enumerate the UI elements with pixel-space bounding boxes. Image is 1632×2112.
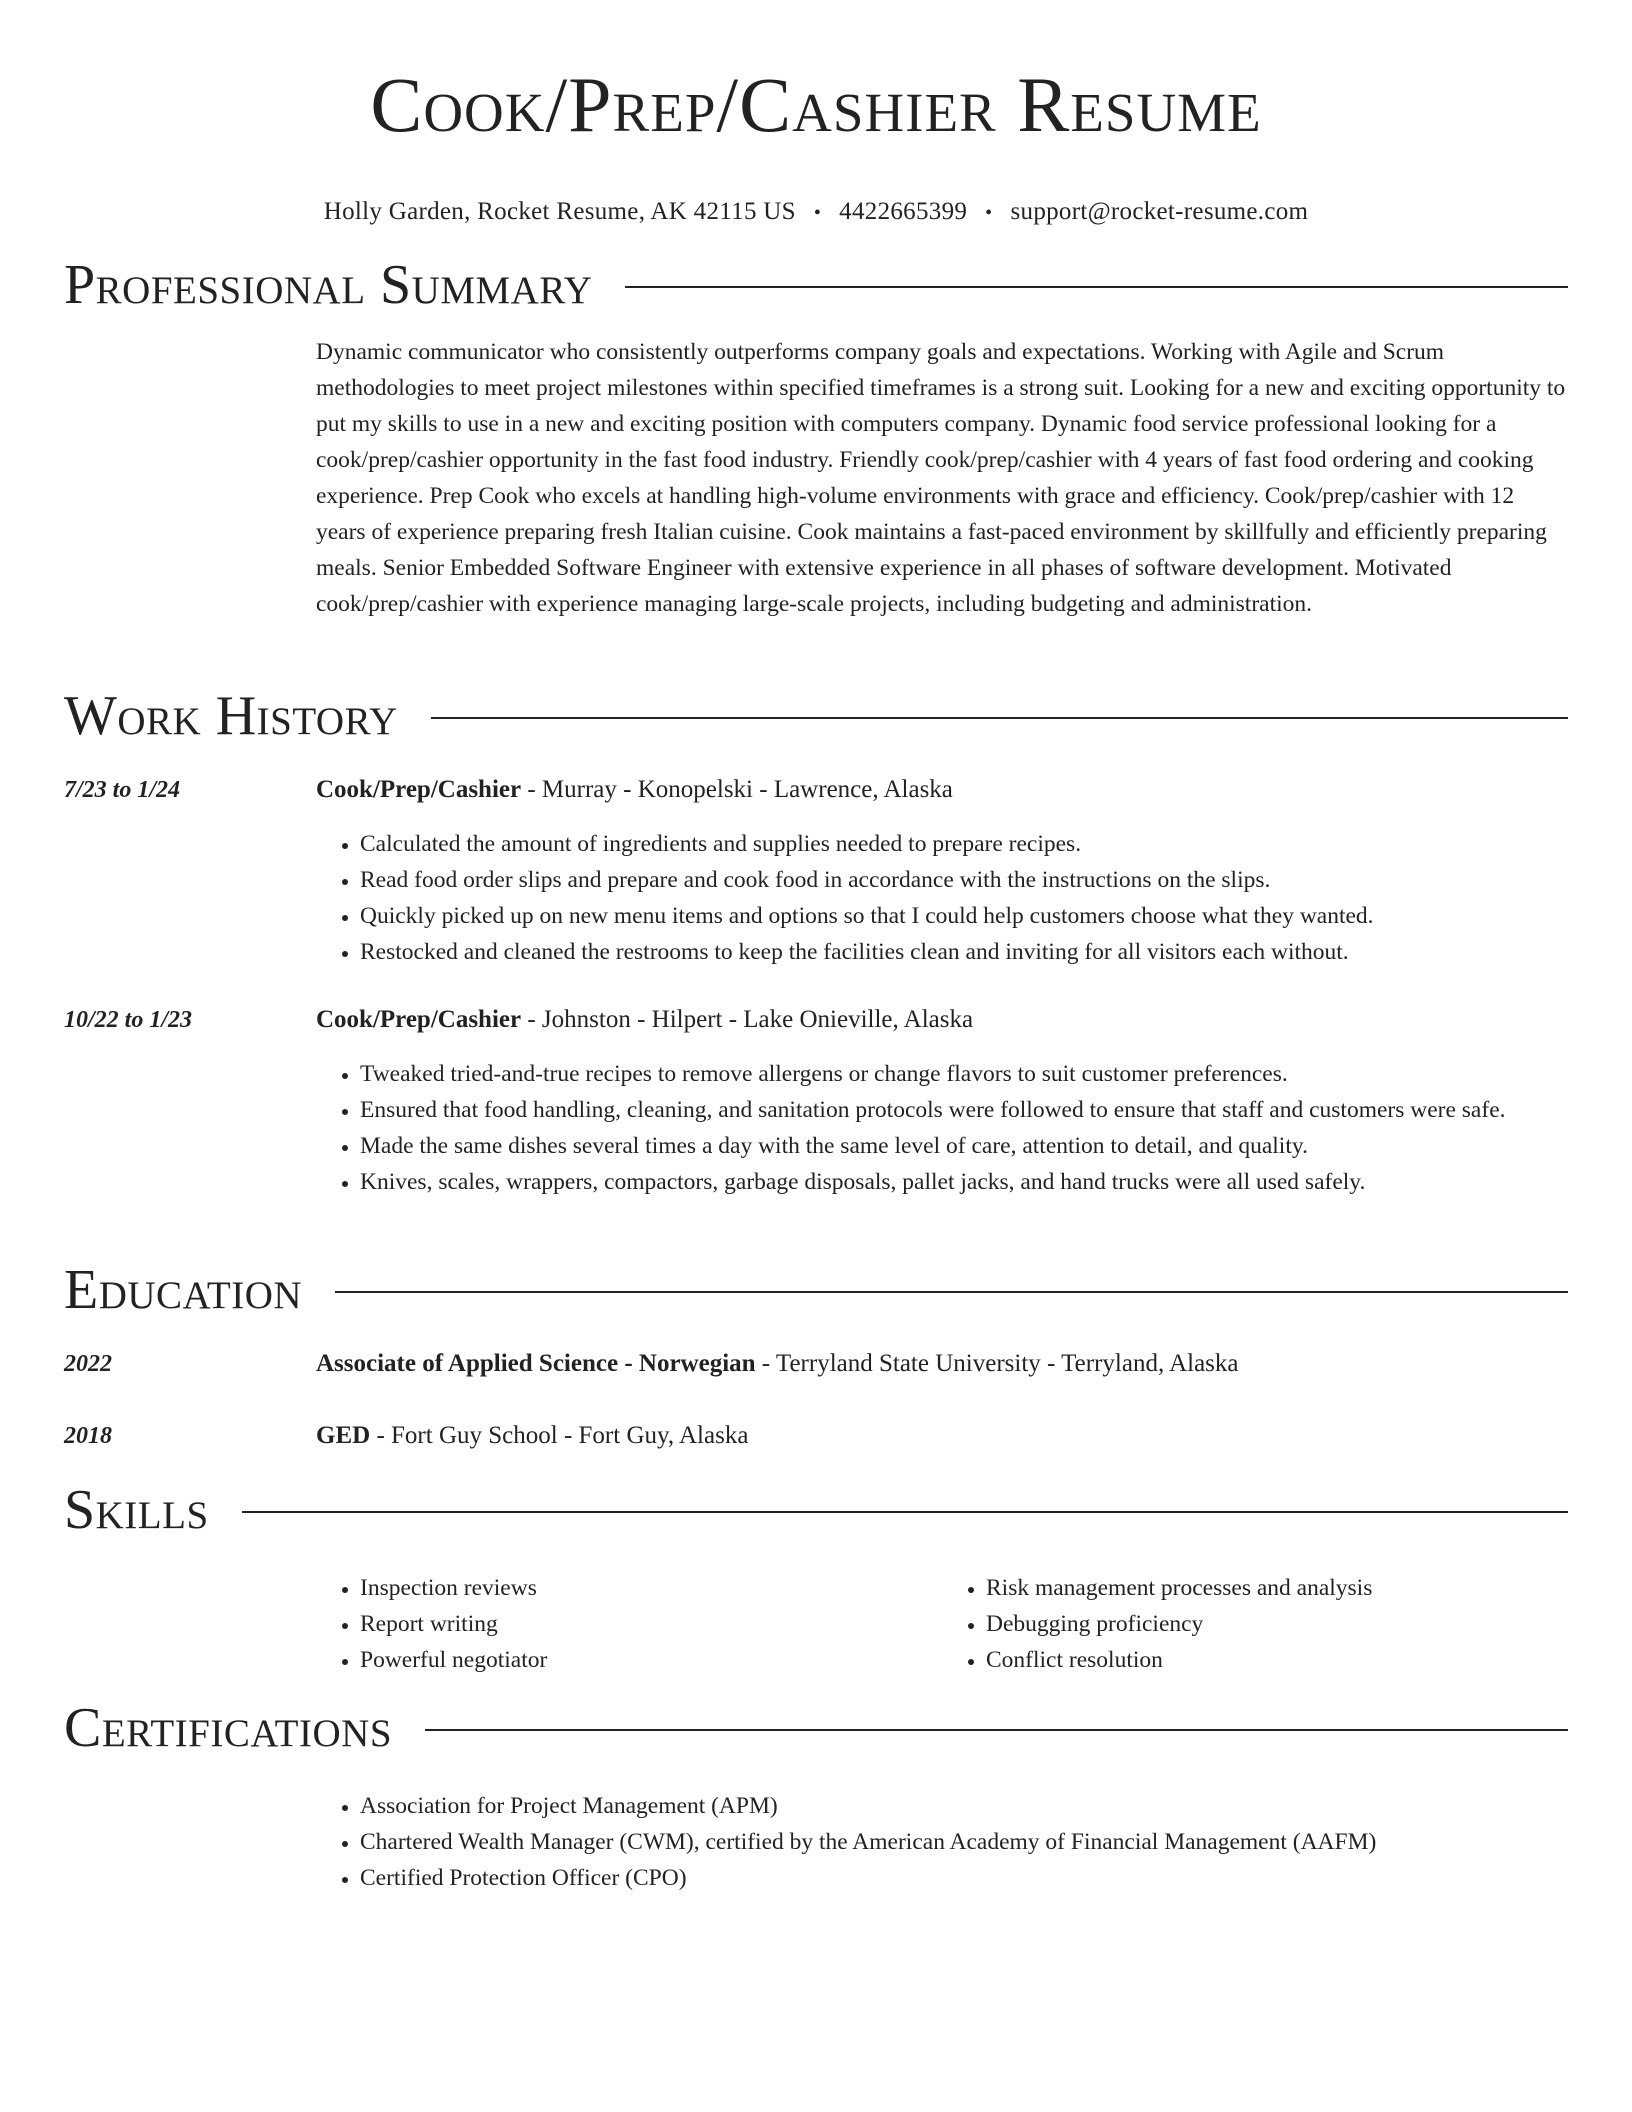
summary-section-header bbox=[64, 255, 1568, 315]
contact-separator: • bbox=[985, 202, 993, 224]
skills-section-header bbox=[64, 1480, 1568, 1540]
education-section-header bbox=[64, 1260, 1568, 1320]
list-item: • Knives, scales, wrappers, compactors, garbage disposals, pallet jacks, and hand trucks were all used safely. bbox=[360, 1164, 1568, 1200]
skills-column-right bbox=[942, 1570, 1568, 1678]
list-item: • Calculated the amount of ingredients and supplies needed to prepare recipes. bbox=[360, 826, 1568, 862]
resume-title: Cook/Prep/Cashier Resume bbox=[370, 61, 1262, 148]
summary-text: Dynamic communicator who consistently outperforms company goals and expectations. Working with Agile and Scrum methodologies to meet project milestones within specified timeframes is a strong suit. Looking for a new and exciting opportunity to put my skills to use in a new and exciting position with computers company. Dynamic food service professional looking for a cook/prep/cashier opportunity in the fast food industry. Friendly cook/prep/cashier with 4 years of fast food ordering and cooking experience. Prep Cook who excels at handling high-volume environments with grace and efficiency. Cook/prep/cashier with 12 years of experience preparing fresh Italian cuisine. Cook maintains a fast-paced environment by skillfully and efficiently preparing meals. Senior Embedded Software Engineer with extensive experience in all phases of software development. Motivated cook/prep/cashier with experience managing large-scale projects, including budgeting and administration. bbox=[316, 339, 1566, 617]
list-item: • Certified Protection Officer (CPO) bbox=[360, 1860, 1568, 1896]
certifications-bullets bbox=[316, 1788, 1568, 1896]
section-divider bbox=[625, 286, 1568, 288]
education-year: 2018 bbox=[64, 1423, 112, 1449]
contact-address: Holly Garden, Rocket Resume, AK 42115 US bbox=[323, 198, 796, 225]
job-entry bbox=[316, 772, 1568, 970]
job-title: Cook/Prep/Cashier bbox=[316, 1006, 522, 1033]
skills-column-left bbox=[316, 1570, 942, 1678]
certifications-section-header bbox=[64, 1698, 1568, 1758]
job-bullets bbox=[316, 826, 1568, 970]
job-entry bbox=[316, 1002, 1568, 1200]
skills-heading: Skills bbox=[64, 1479, 209, 1541]
job-dates: 10/22 to 1/23 bbox=[64, 1007, 193, 1033]
education-entry bbox=[316, 1346, 1568, 1382]
list-item: • Ensured that food handling, cleaning, and sanitation protocols were followed to ensure that staff and customers were safe. bbox=[360, 1092, 1568, 1128]
list-item: • Powerful negotiator bbox=[360, 1642, 942, 1678]
list-item: • Association for Project Management (APM) bbox=[360, 1788, 1568, 1824]
contact-phone: 4422665399 bbox=[839, 198, 968, 225]
list-item: • Made the same dishes several times a day with the same level of care, attention to detail, and quality. bbox=[360, 1128, 1568, 1164]
contact-line bbox=[0, 196, 1632, 229]
section-divider bbox=[242, 1511, 1568, 1513]
job-details: - Johnston - Hilpert - Lake Onieville, Alaska bbox=[521, 1006, 974, 1033]
section-divider bbox=[425, 1729, 1568, 1731]
section-divider bbox=[335, 1291, 1568, 1293]
contact-separator: • bbox=[813, 202, 822, 224]
contact-email: support@rocket-resume.com bbox=[1010, 198, 1309, 225]
education-entry bbox=[316, 1418, 1568, 1454]
list-item: • Debugging proficiency bbox=[986, 1606, 1568, 1642]
list-item: • Conflict resolution bbox=[986, 1642, 1568, 1678]
work-section-header bbox=[64, 686, 1568, 746]
job-dates: 7/23 to 1/24 bbox=[64, 777, 181, 803]
education-degree: Associate of Applied Science - Norwegian bbox=[316, 1350, 756, 1377]
list-item: • Restocked and cleaned the restrooms to keep the facilities clean and inviting for all visitors each without. bbox=[360, 934, 1568, 970]
list-item: • Risk management processes and analysis bbox=[986, 1570, 1568, 1606]
list-item: • Chartered Wealth Manager (CWM), certified by the American Academy of Financial Management (AAFM) bbox=[360, 1824, 1568, 1860]
section-divider bbox=[431, 717, 1568, 719]
job-heading bbox=[316, 772, 1568, 808]
job-heading bbox=[316, 1002, 1568, 1038]
education-details: - Fort Guy School - Fort Guy, Alaska bbox=[370, 1422, 749, 1449]
education-degree: GED bbox=[316, 1422, 371, 1449]
education-heading: Education bbox=[64, 1259, 303, 1321]
certifications-heading: Certifications bbox=[64, 1697, 393, 1759]
job-title: Cook/Prep/Cashier bbox=[316, 776, 522, 803]
job-bullets bbox=[316, 1056, 1568, 1200]
list-item: • Read food order slips and prepare and cook food in accordance with the instructions on the slips. bbox=[360, 862, 1568, 898]
list-item: • Quickly picked up on new menu items and options so that I could help customers choose what they wanted. bbox=[360, 898, 1568, 934]
certifications-list bbox=[316, 1788, 1568, 1896]
skills-grid bbox=[316, 1570, 1568, 1678]
summary-heading: Professional Summary bbox=[64, 254, 593, 316]
list-item: • Tweaked tried-and-true recipes to remove allergens or change flavors to suit customer preferences. bbox=[360, 1056, 1568, 1092]
education-details: - Terryland State University - Terryland, Alaska bbox=[755, 1350, 1239, 1377]
job-details: - Murray - Konopelski - Lawrence, Alaska bbox=[521, 776, 953, 803]
list-item: • Report writing bbox=[360, 1606, 942, 1642]
list-item: • Inspection reviews bbox=[360, 1570, 942, 1606]
education-year: 2022 bbox=[64, 1351, 112, 1377]
work-heading: Work History bbox=[64, 685, 398, 747]
